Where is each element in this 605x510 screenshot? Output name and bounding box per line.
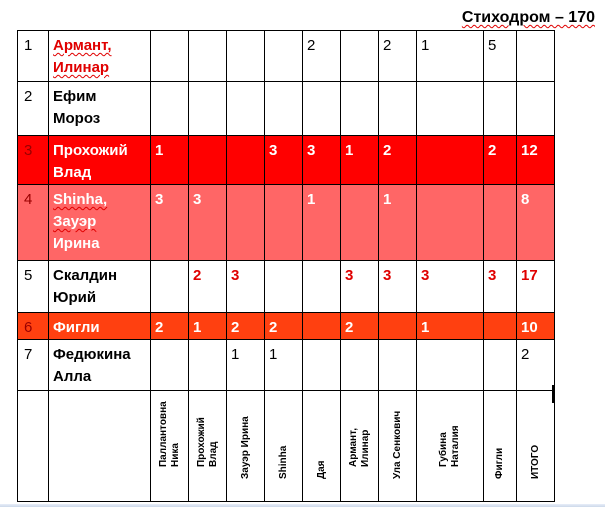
- score-cell: 1: [379, 185, 417, 261]
- column-header-line: Наталия: [450, 425, 461, 467]
- empty-header-cell: [18, 391, 49, 502]
- score-cell: 5: [484, 31, 517, 82]
- score-cell: 2: [227, 313, 265, 340]
- score-cell: 3: [484, 261, 517, 313]
- score-cell: [379, 313, 417, 340]
- column-header-line: Дая: [315, 460, 327, 479]
- name-line: Ирина: [53, 235, 100, 252]
- score-cell: [517, 31, 555, 82]
- column-header-label: [316, 460, 328, 479]
- title-text: Стиходром – 170: [461, 9, 595, 26]
- score-cell: 1: [151, 136, 189, 185]
- row-number: 6: [18, 313, 49, 340]
- score-cell: [484, 313, 517, 340]
- score-cell: [341, 340, 379, 391]
- score-cell: [265, 261, 303, 313]
- participant-name: [49, 136, 151, 185]
- score-cell: 17: [517, 261, 555, 313]
- score-cell: [303, 261, 341, 313]
- score-cell: [484, 82, 517, 136]
- score-cell: [151, 31, 189, 82]
- column-header-line: ИТОГО: [529, 444, 541, 479]
- column-header: [303, 391, 341, 502]
- table-row: [18, 340, 555, 391]
- score-cell: 2: [484, 136, 517, 185]
- column-header-label: [278, 446, 290, 479]
- score-cell: [341, 185, 379, 261]
- score-cell: [379, 82, 417, 136]
- score-cell: 10: [517, 313, 555, 340]
- score-cell: 3: [341, 261, 379, 313]
- text-cursor: [552, 385, 554, 403]
- score-cell: [189, 31, 227, 82]
- table-row: [18, 261, 555, 313]
- score-cell: 3: [151, 185, 189, 261]
- score-cell: 2: [189, 261, 227, 313]
- table-row: [18, 313, 555, 340]
- column-header-line: Ника: [169, 443, 181, 467]
- name-line: Ефим: [53, 88, 97, 105]
- score-cell: 1: [417, 313, 484, 340]
- score-cell: 2: [379, 31, 417, 82]
- score-cell: [303, 313, 341, 340]
- score-cell: 2: [517, 340, 555, 391]
- score-cell: [265, 185, 303, 261]
- score-cell: 1: [227, 340, 265, 391]
- column-header-label: [438, 425, 462, 467]
- document-title: [462, 9, 595, 27]
- name-line: Влад: [53, 164, 92, 181]
- score-cell: 1: [417, 31, 484, 82]
- score-cell: 1: [303, 185, 341, 261]
- score-cell: 3: [379, 261, 417, 313]
- name-line: Илинар: [53, 59, 110, 76]
- score-cell: [517, 82, 555, 136]
- score-cell: [303, 340, 341, 391]
- score-cell: 2: [303, 31, 341, 82]
- row-number: 2: [18, 82, 49, 136]
- name-line: Армант,: [53, 37, 112, 54]
- row-number: 4: [18, 185, 49, 261]
- column-header: [265, 391, 303, 502]
- row-number: 7: [18, 340, 49, 391]
- name-line: Скалдин: [53, 267, 118, 284]
- participant-name: [49, 261, 151, 313]
- score-cell: [265, 82, 303, 136]
- row-number: 3: [18, 136, 49, 185]
- column-header-label: [530, 445, 542, 479]
- score-cell: 12: [517, 136, 555, 185]
- score-cell: 2: [379, 136, 417, 185]
- score-cell: [227, 136, 265, 185]
- table-row: [18, 185, 555, 261]
- column-header-label: [494, 448, 506, 479]
- name-line: Прохожий: [53, 142, 128, 159]
- column-header-line: Губина: [438, 432, 449, 467]
- column-header-line: Фигли: [494, 447, 505, 479]
- column-header-line: Влад: [207, 441, 219, 467]
- score-cell: [189, 136, 227, 185]
- column-header-line: Илинар: [359, 429, 371, 467]
- name-line: Мороз: [53, 110, 101, 127]
- score-cell: 2: [151, 313, 189, 340]
- score-cell: [417, 185, 484, 261]
- column-header: [341, 391, 379, 502]
- empty-header-cell: [49, 391, 151, 502]
- score-cell: [189, 82, 227, 136]
- name-line: Shinha,: [53, 191, 108, 208]
- column-header-label: [158, 401, 182, 467]
- score-cell: 3: [227, 261, 265, 313]
- column-header-line: Паллантовна: [157, 401, 169, 467]
- column-header-line: Армант,: [347, 428, 359, 467]
- participant-name: [49, 340, 151, 391]
- column-header: [189, 391, 227, 502]
- score-cell: [151, 340, 189, 391]
- score-cell: [265, 31, 303, 82]
- score-cell: [303, 82, 341, 136]
- name-line: Алла: [53, 368, 92, 385]
- score-cell: [484, 340, 517, 391]
- column-header-line: Зауэр Ирина: [239, 416, 251, 479]
- column-header-line: Прохожий: [195, 417, 207, 467]
- score-cell: 1: [341, 136, 379, 185]
- column-header: [517, 391, 555, 502]
- score-cell: [341, 31, 379, 82]
- name-line: Зауэр: [53, 213, 97, 230]
- scores-table: [17, 30, 555, 502]
- participant-name: [49, 31, 151, 82]
- table-row: [18, 31, 555, 82]
- column-header: [379, 391, 417, 502]
- score-cell: [417, 340, 484, 391]
- score-cell: [484, 185, 517, 261]
- score-cell: 3: [189, 185, 227, 261]
- score-cell: 3: [417, 261, 484, 313]
- score-cell: 3: [303, 136, 341, 185]
- score-cell: [227, 185, 265, 261]
- score-cell: [227, 82, 265, 136]
- score-cell: [151, 82, 189, 136]
- column-header: [151, 391, 189, 502]
- column-header: [484, 391, 517, 502]
- score-cell: 3: [265, 136, 303, 185]
- score-cell: [341, 82, 379, 136]
- score-cell: 8: [517, 185, 555, 261]
- score-cell: 2: [265, 313, 303, 340]
- score-cell: [417, 82, 484, 136]
- column-header: [227, 391, 265, 502]
- column-header-row: [18, 391, 555, 502]
- score-cell: [151, 261, 189, 313]
- table-row: [18, 82, 555, 136]
- score-cell: 1: [265, 340, 303, 391]
- column-header-line: Shinha: [277, 445, 289, 479]
- column-header: [417, 391, 484, 502]
- column-header-label: [196, 417, 220, 467]
- participant-name: [49, 82, 151, 136]
- score-cell: [189, 340, 227, 391]
- column-header-label: [240, 416, 252, 479]
- table-row: [18, 136, 555, 185]
- column-header-label: [348, 428, 372, 467]
- score-cell: [227, 31, 265, 82]
- column-header-label: [392, 411, 404, 479]
- row-number: 1: [18, 31, 49, 82]
- name-line: Юрий: [53, 289, 97, 306]
- participant-name: [49, 185, 151, 261]
- score-cell: [417, 136, 484, 185]
- participant-name: [49, 313, 151, 340]
- name-line: Фигли: [53, 319, 100, 336]
- score-cell: [379, 340, 417, 391]
- page-edge: [0, 504, 605, 507]
- score-cell: 1: [189, 313, 227, 340]
- score-cell: 2: [341, 313, 379, 340]
- column-header-line: Ула Сенкович: [391, 410, 403, 479]
- row-number: 5: [18, 261, 49, 313]
- name-line: Федюкина: [53, 346, 131, 363]
